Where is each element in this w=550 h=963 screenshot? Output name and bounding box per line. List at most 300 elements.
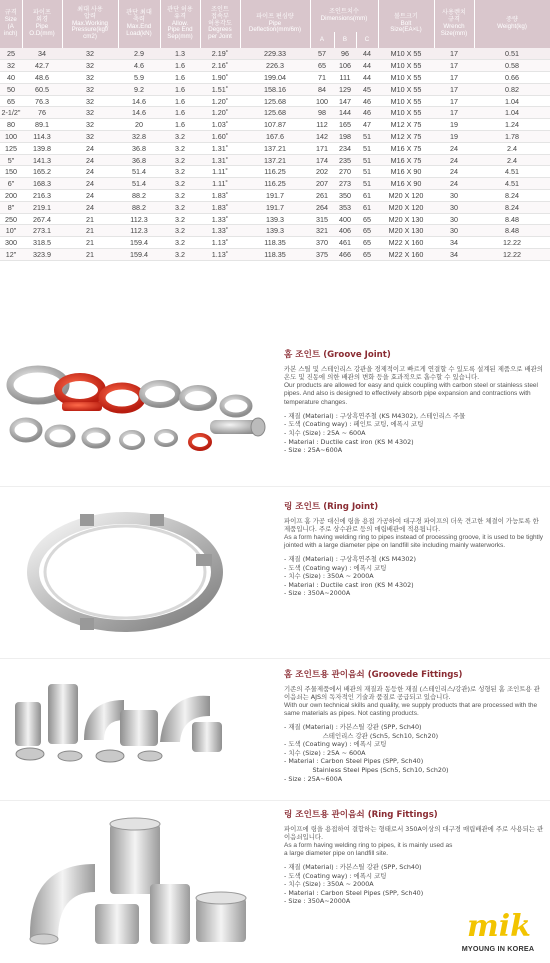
table-row — [0, 83, 550, 95]
table-cell: 139.3 — [240, 225, 310, 237]
table-cell: 3.2 — [160, 225, 200, 237]
table-cell: 191.7 — [240, 190, 310, 202]
table-cell: 51.4 — [118, 166, 160, 178]
table-cell: 466 — [334, 249, 356, 261]
table-cell: 17 — [434, 83, 474, 95]
table-cell: 21 — [62, 225, 118, 237]
table-cell: 32 — [62, 107, 118, 119]
table-cell: 264 — [310, 201, 334, 213]
spec-line: - Material : Carbon Steel Pipes (SPP, Sch40) — [284, 888, 424, 897]
table-cell: 51 — [356, 131, 378, 143]
table-cell: M20 X 120 — [378, 190, 434, 202]
table-cell: 174 — [310, 154, 334, 166]
header-pressure: 최대 사용 압력 Max.Working Pressure(kgf/ cm2) — [62, 0, 118, 48]
header-od: 파이프 외경 Pipe O.D(mm) — [22, 0, 62, 48]
ring-joint-photo — [0, 502, 275, 642]
spec-line: - Material : Ductile cast iron (KS M 4302) — [284, 580, 414, 589]
table-cell: 0.82 — [474, 83, 550, 95]
table-cell: 141.3 — [22, 154, 62, 166]
table-row — [0, 166, 550, 178]
spec-line: - Size : 350A~2000A — [284, 897, 351, 906]
table-cell: 112.3 — [118, 213, 160, 225]
table-cell: 25 — [0, 48, 22, 60]
table-cell: 88.2 — [118, 190, 160, 202]
table-cell: 32 — [62, 131, 118, 143]
table-cell: 19 — [434, 131, 474, 143]
table-cell: 216.3 — [22, 190, 62, 202]
spec-line: - 치수 (Size) : 25A ~ 600A — [284, 748, 366, 757]
table-cell: 51 — [356, 142, 378, 154]
table-cell: 36.8 — [118, 154, 160, 166]
table-cell: 0.58 — [474, 60, 550, 72]
table-row — [0, 119, 550, 131]
table-cell: 2.19˚ — [200, 48, 240, 60]
table-cell: 144 — [334, 107, 356, 119]
table-cell: 65 — [356, 225, 378, 237]
header-dim-b: B — [334, 32, 356, 48]
ring-fittings-desc-ko: 파이프에 링을 용접하여 결합하는 형태로서 350A이상의 대구경 매립배관에 주로 사용되는 관이음쇠입니다. — [284, 824, 544, 842]
table-cell: 158.16 — [240, 83, 310, 95]
table-cell: 3.2 — [160, 249, 200, 261]
table-row — [0, 237, 550, 249]
table-cell: 150 — [0, 166, 22, 178]
table-cell: 199.04 — [240, 72, 310, 84]
table-cell: 235 — [334, 154, 356, 166]
divider — [0, 486, 550, 487]
table-row — [0, 190, 550, 202]
table-cell: 65 — [356, 249, 378, 261]
table-cell: 1.11˚ — [200, 166, 240, 178]
table-cell: 3.2 — [160, 213, 200, 225]
table-cell: 12.22 — [474, 237, 550, 249]
table-cell: 44 — [356, 72, 378, 84]
table-row — [0, 48, 550, 60]
table-cell: 44 — [356, 60, 378, 72]
table-cell: 226.3 — [240, 60, 310, 72]
table-cell: M10 X 55 — [378, 107, 434, 119]
header-wrench: 사용렌치 규격 Wrench Size(mm) — [434, 0, 474, 48]
company-logo — [452, 907, 542, 959]
spec-line: - 재질 (Material) : 구상흑연주철 (KS M4302), 스테인리스 주물 — [284, 411, 466, 420]
table-cell: 98 — [310, 107, 334, 119]
spec-line: - Size : 350A~2000A — [284, 589, 351, 598]
ring-joint-text — [284, 502, 546, 598]
table-cell: 32 — [62, 119, 118, 131]
table-cell: 21 — [62, 249, 118, 261]
table-cell: 1.31˚ — [200, 142, 240, 154]
ring-joint-desc-ko: 파이프 홈 가공 대신에 링을 용접 가공하여 대구경 파이프의 더욱 견고한 체결이 가능토록 한 제품입니다. 주로 상수관로 등의 매립배관에 적용됩니다. — [284, 516, 539, 534]
table-cell: 165.2 — [22, 166, 62, 178]
table-cell: 34 — [434, 237, 474, 249]
table-cell: 406 — [334, 225, 356, 237]
table-cell: 400 — [334, 213, 356, 225]
table-cell: 4.51 — [474, 166, 550, 178]
table-cell: 100 — [0, 131, 22, 143]
spec-line: - 도색 (Coating way) : 에폭시 코팅 — [284, 871, 387, 880]
table-cell: 1.13˚ — [200, 237, 240, 249]
table-cell: 84 — [310, 83, 334, 95]
table-cell: 167.6 — [240, 131, 310, 143]
table-cell: 375 — [310, 249, 334, 261]
table-cell: 8.24 — [474, 201, 550, 213]
table-cell: 1.20˚ — [200, 107, 240, 119]
groove-joint-desc-ko: 카본 스틸 및 스테인리스 강관을 경제적이고 빠르게 연결할 수 있도록 설계된 제품으로 배관의 온도 및 진동에 의한 배관의 변화 등을 효과적으로 흡수할 수 있습니다. — [284, 364, 543, 382]
table-cell: 147 — [334, 95, 356, 107]
grooved-fittings-title: 홈 조인트용 관이음쇠 (Groovede Fittings) — [284, 670, 463, 680]
header-size: 규격 Size (A inch) — [0, 0, 22, 48]
table-cell: 32 — [62, 95, 118, 107]
spec-line: - 재질 (Material) : 카본스틸 강관 (SPP, Sch40) — [284, 723, 422, 732]
header-end-sep: 관단 허용 유격 Allow. Pipe End Sep(mm) — [160, 0, 200, 48]
ring-fittings-photo — [0, 814, 275, 954]
table-cell: 61 — [356, 190, 378, 202]
table-row — [0, 142, 550, 154]
table-cell: 30 — [434, 190, 474, 202]
table-cell: 1.3 — [160, 48, 200, 60]
table-cell: M20 X 130 — [378, 213, 434, 225]
table-cell: 137.21 — [240, 142, 310, 154]
table-cell: 8.24 — [474, 190, 550, 202]
grooved-fittings-specs — [284, 723, 546, 783]
table-cell: 32.8 — [118, 131, 160, 143]
table-cell: 12" — [0, 249, 22, 261]
spec-line: - Material : Ductile cast iron (KS M 4302) — [284, 437, 414, 446]
table-cell: 65 — [310, 60, 334, 72]
table-cell: 10" — [0, 225, 22, 237]
table-cell: 129 — [334, 83, 356, 95]
table-cell: 51 — [356, 166, 378, 178]
table-row — [0, 60, 550, 72]
table-cell: 118.35 — [240, 249, 310, 261]
table-cell: 321 — [310, 225, 334, 237]
table-cell: 273.1 — [22, 225, 62, 237]
table-cell: 96 — [334, 48, 356, 60]
table-cell: M10 X 55 — [378, 95, 434, 107]
section-grooved-fittings — [0, 664, 550, 783]
table-cell: 24 — [62, 154, 118, 166]
groove-joint-text — [284, 350, 546, 455]
table-row — [0, 213, 550, 225]
table-cell: 323.9 — [22, 249, 62, 261]
table-cell: 51 — [356, 178, 378, 190]
table-cell: 1.6 — [160, 107, 200, 119]
table-cell: 61 — [356, 201, 378, 213]
table-cell: 14.6 — [118, 95, 160, 107]
table-cell: 142 — [310, 131, 334, 143]
table-cell: 1.33˚ — [200, 225, 240, 237]
table-row — [0, 178, 550, 190]
table-cell: 71 — [310, 72, 334, 84]
table-row — [0, 249, 550, 261]
table-row — [0, 154, 550, 166]
table-cell: 370 — [310, 237, 334, 249]
table-cell: 17 — [434, 72, 474, 84]
table-cell: M10 X 55 — [378, 60, 434, 72]
table-cell: 46 — [356, 95, 378, 107]
table-cell: 3.2 — [160, 237, 200, 249]
table-cell: 3.2 — [160, 131, 200, 143]
table-cell: 30 — [434, 213, 474, 225]
table-cell: 1.03˚ — [200, 119, 240, 131]
header-dimensions: 조인트치수 Dimensions(mm) — [310, 0, 378, 32]
table-cell: 118.35 — [240, 237, 310, 249]
table-row — [0, 107, 550, 119]
table-cell: 1.83˚ — [200, 201, 240, 213]
table-cell: 261 — [310, 190, 334, 202]
table-cell: 1.04 — [474, 95, 550, 107]
table-cell: 30 — [434, 225, 474, 237]
table-cell: 139.3 — [240, 213, 310, 225]
table-cell: 24 — [434, 178, 474, 190]
table-cell: 270 — [334, 166, 356, 178]
groove-joint-desc-en: Our products are allowed for easy and quick coupling with carbon steel or stainless steel pipes. And also is designed to effectively absorb pipe expansion and contractions with temperature changes. — [284, 381, 538, 407]
table-cell: 80 — [0, 119, 22, 131]
table-cell: 3.2 — [160, 142, 200, 154]
table-cell: 20 — [118, 119, 160, 131]
table-cell: 24 — [62, 190, 118, 202]
table-cell: 116.25 — [240, 178, 310, 190]
ring-fittings-title: 링 조인트용 관이음쇠 (Ring Fittings) — [284, 810, 438, 820]
table-cell: 2.4 — [474, 154, 550, 166]
table-cell: 42.7 — [22, 60, 62, 72]
table-cell: 200 — [0, 190, 22, 202]
table-cell: 8.48 — [474, 213, 550, 225]
ring-fittings-specs — [284, 863, 454, 906]
table-cell: 1.11˚ — [200, 178, 240, 190]
table-cell: M20 X 120 — [378, 201, 434, 213]
table-cell: 1.6 — [160, 83, 200, 95]
table-cell: 17 — [434, 60, 474, 72]
table-cell: 24 — [62, 178, 118, 190]
section-ring-joint — [0, 492, 550, 652]
spec-line: - 도색 (Coating way) : 페인트 코팅, 에폭시 코팅 — [284, 420, 424, 429]
table-cell: 2.4 — [474, 142, 550, 154]
table-cell: 353 — [334, 201, 356, 213]
spec-line: - 치수 (Size) : 25A ~ 600A — [284, 428, 366, 437]
table-cell: 300 — [0, 237, 22, 249]
table-cell: 1.33˚ — [200, 213, 240, 225]
table-cell: 111 — [334, 72, 356, 84]
table-row — [0, 131, 550, 143]
table-cell: 137.21 — [240, 154, 310, 166]
table-cell: 2-1/2" — [1, 108, 21, 118]
divider — [0, 658, 550, 659]
table-cell: 234 — [334, 142, 356, 154]
spec-line: 스테인리스 강관 (Sch5, Sch10, Sch20) — [284, 731, 439, 740]
ring-joint-specs — [284, 555, 546, 598]
table-cell: 1.6 — [160, 60, 200, 72]
table-cell: M16 X 90 — [378, 166, 434, 178]
logo-mark-letters: mik — [467, 909, 531, 941]
table-cell: 2.9 — [118, 48, 160, 60]
table-cell: M10 X 55 — [378, 72, 434, 84]
table-cell: 273 — [334, 178, 356, 190]
table-cell: M22 X 160 — [378, 249, 434, 261]
spec-line: - 도색 (Coating way) : 에폭시 코팅 — [284, 740, 387, 749]
table-cell: 1.6 — [160, 72, 200, 84]
table-cell: 207 — [310, 178, 334, 190]
table-cell: 89.1 — [22, 119, 62, 131]
table-cell: 24 — [62, 201, 118, 213]
spec-line: - 재질 (Material) : 구상흑연주철 (KS M4302) — [284, 555, 416, 564]
table-cell: 219.1 — [22, 201, 62, 213]
table-cell: M20 X 130 — [378, 225, 434, 237]
table-cell: 1.6 — [160, 95, 200, 107]
grooved-fittings-desc-ko: 기존의 주물제품에서 배관의 재질과 동등한 재질 (스테인리스/강관)로 성형된 홈 조인트용 관이음쇠는 AJS의 독자적인 기술과 품질로 공급되고 있습니다. — [284, 684, 540, 702]
grooved-fittings-photo — [0, 672, 275, 767]
header-dim-a: A — [310, 32, 334, 48]
header-dim-c: C — [356, 32, 378, 48]
table-cell: 1.24 — [474, 119, 550, 131]
table-cell: 125.68 — [240, 107, 310, 119]
table-cell: 202 — [310, 166, 334, 178]
table-row — [0, 225, 550, 237]
header-end-load: 관단 최대 축력 Max.End Load(kN) — [118, 0, 160, 48]
table-row — [0, 72, 550, 84]
table-cell: 24 — [434, 142, 474, 154]
table-cell: 88.2 — [118, 201, 160, 213]
table-cell: 1.51˚ — [200, 83, 240, 95]
table-cell: 0.51 — [474, 48, 550, 60]
table-cell: 30 — [434, 201, 474, 213]
table-cell: 17 — [434, 48, 474, 60]
header-bolt: 볼트크기 Bolt Size(EA×L) — [378, 0, 434, 48]
table-cell: 9.2 — [118, 83, 160, 95]
table-cell: 159.4 — [118, 237, 160, 249]
spec-line: - 치수 (Size) : 350A ~ 2000A — [284, 880, 374, 889]
table-cell: 5.9 — [118, 72, 160, 84]
table-cell: M12 X 75 — [378, 131, 434, 143]
table-cell: 8" — [0, 201, 22, 213]
spec-table-body — [0, 48, 550, 260]
table-cell: 159.4 — [118, 249, 160, 261]
table-cell: 45 — [356, 83, 378, 95]
table-cell: 100 — [310, 95, 334, 107]
table-cell: 191.7 — [240, 201, 310, 213]
table-cell: 125.68 — [240, 95, 310, 107]
table-cell: 3.2 — [160, 201, 200, 213]
logo-text: MYOUNG IN KOREA — [461, 944, 535, 953]
table-cell: 8.48 — [474, 225, 550, 237]
table-cell: 318.5 — [22, 237, 62, 249]
table-cell: 44 — [356, 48, 378, 60]
table-cell: 114.3 — [22, 131, 62, 143]
ring-joint-desc-en: As a form having welding ring to pipes instead of processing groove, it is used to be tightly jointed with a large diameter pipe on landfill site including mainly waterworks. — [284, 533, 544, 550]
spec-line: Stainless Steel Pipes (Sch5, Sch10, Sch20) — [284, 765, 449, 774]
table-cell: M10 X 55 — [378, 83, 434, 95]
table-cell: M16 X 75 — [378, 154, 434, 166]
header-weight: 중량 Weight(kg) — [474, 0, 550, 48]
table-cell: 350 — [334, 190, 356, 202]
table-cell: 36.8 — [118, 142, 160, 154]
table-cell: 32 — [62, 72, 118, 84]
table-cell: M16 X 75 — [378, 142, 434, 154]
table-cell: 21 — [62, 237, 118, 249]
spec-line: - 재질 (Material) : 카본스틸 강관 (SPP, Sch40) — [284, 863, 422, 872]
spec-line: - 치수 (Size) : 350A ~ 2000A — [284, 572, 374, 581]
table-cell: 1.04 — [474, 107, 550, 119]
table-cell: 3.2 — [160, 190, 200, 202]
grooved-fittings-text — [284, 670, 546, 783]
table-cell: 32 — [62, 60, 118, 72]
spec-line: - Size : 25A~600A — [284, 774, 343, 783]
table-cell: 112.3 — [118, 225, 160, 237]
table-cell: 1.13˚ — [200, 249, 240, 261]
grooved-fittings-desc-en: With our own technical skills and quality, we supply products that are processed with the same materials as pipes. Not casting products. — [284, 701, 538, 718]
groove-joint-title: 홈 조인트 (Groove Joint) — [284, 350, 391, 360]
table-cell: 3.2 — [160, 154, 200, 166]
table-cell: 112 — [310, 119, 334, 131]
table-row — [0, 201, 550, 213]
table-cell: 46 — [356, 107, 378, 119]
table-cell: M22 X 160 — [378, 237, 434, 249]
ring-fittings-desc-en: As a form having welding ring to pipes, it is mainly used as a large diameter pipe on landfill site. — [284, 841, 453, 858]
table-cell: 107.87 — [240, 119, 310, 131]
table-cell: 34 — [22, 48, 62, 60]
table-cell: 32 — [62, 83, 118, 95]
table-cell: 267.4 — [22, 213, 62, 225]
table-cell: 1.31˚ — [200, 154, 240, 166]
table-cell: 106 — [334, 60, 356, 72]
table-cell: M10 X 55 — [378, 48, 434, 60]
table-cell: 198 — [334, 131, 356, 143]
table-cell: 24 — [434, 166, 474, 178]
table-cell: 6" — [0, 178, 22, 190]
table-cell: 76 — [22, 107, 62, 119]
table-cell: 116.25 — [240, 166, 310, 178]
groove-joint-specs — [284, 412, 546, 455]
table-cell: 34 — [434, 249, 474, 261]
table-cell: 1.6 — [160, 119, 200, 131]
table-cell: M16 X 90 — [378, 178, 434, 190]
table-cell: 1.83˚ — [200, 190, 240, 202]
table-cell: 32 — [0, 60, 22, 72]
table-cell: 65 — [356, 237, 378, 249]
header-deflection-deg: 조인트 접속부 허용각도 Degrees per Joint — [200, 0, 240, 48]
divider — [0, 800, 550, 801]
table-cell: 51.4 — [118, 178, 160, 190]
groove-joint-photo — [0, 350, 275, 465]
table-cell: 19 — [434, 119, 474, 131]
table-cell: 229.33 — [240, 48, 310, 60]
table-cell: M12 X 75 — [378, 119, 434, 131]
table-cell: 47 — [356, 119, 378, 131]
table-cell: 65 — [356, 213, 378, 225]
table-cell: 250 — [0, 213, 22, 225]
table-cell: 139.8 — [22, 142, 62, 154]
table-cell: 3.2 — [160, 178, 200, 190]
table-cell: 17 — [434, 95, 474, 107]
table-cell: 1.60˚ — [200, 131, 240, 143]
table-cell: 165 — [334, 119, 356, 131]
table-cell: 40 — [0, 72, 22, 84]
table-cell: 17 — [434, 107, 474, 119]
table-cell: 5" — [0, 154, 22, 166]
spec-line: - Size : 25A~600A — [284, 446, 343, 455]
table-cell: 315 — [310, 213, 334, 225]
table-cell: 50 — [0, 83, 22, 95]
table-cell: 168.3 — [22, 178, 62, 190]
ring-fittings-text — [284, 810, 544, 906]
table-cell: 0.66 — [474, 72, 550, 84]
table-cell: 1.20˚ — [200, 95, 240, 107]
table-cell: 3.2 — [160, 166, 200, 178]
table-cell: 24 — [62, 166, 118, 178]
mik-logo-mark — [466, 907, 532, 941]
table-cell: 125 — [0, 142, 22, 154]
table-cell: 32 — [62, 48, 118, 60]
table-cell: 51 — [356, 154, 378, 166]
